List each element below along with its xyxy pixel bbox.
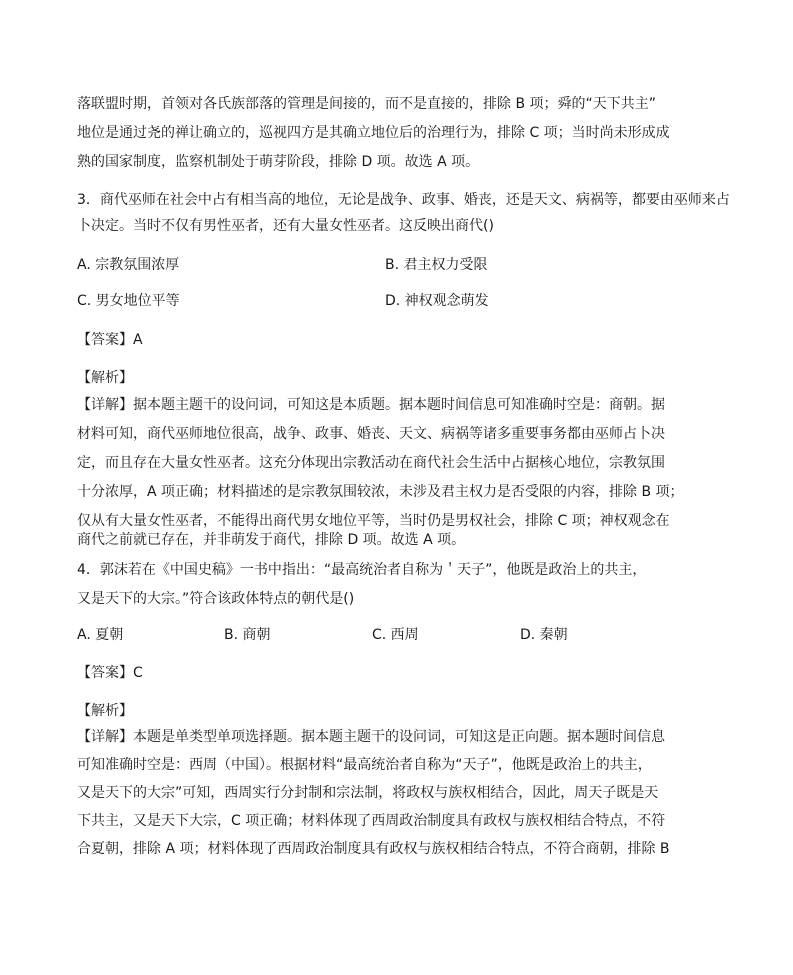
q4-explanation-line-3: 又是天下的大宗”可知，西周实行分封制和宗法制，将政权与族权相结合，因此，周天子既是天 [77, 785, 659, 801]
q3-stem-line-2: 卜决定。当时不仅有男性巫者，还有大量女性巫者。这反映出商代() [77, 218, 494, 234]
q4-explanation-line-5: 合夏朝，排除 A 项；材料体现了西周政治制度具有政权与族权相结合特点，不符合商朝，排除 B [77, 841, 670, 857]
q3-option-c: C. 男女地位平等 [77, 293, 180, 309]
q4-answer: 【答案】C [77, 665, 143, 681]
q4-stem-line-1: 4．郭沫若在《中国史稿》一书中指出：“最高统治者自称为＇天子”，他既是政治上的共主， [77, 562, 647, 578]
q4-option-c: C. 西周 [372, 627, 419, 643]
q3-explanation-line-5: 仅从有大量女性巫者，不能得出商代男女地位平等，当时仍是男权社会，排除 C 项；神权观念在 [77, 513, 670, 529]
continuation-line-1: 落联盟时期，首领对各氏族部落的管理是间接的，而不是直接的，排除 B 项；舜的“天下共主” [77, 96, 657, 112]
q4-explanation-line-2: 可知准确时空是：西周（中国）。根据材料“最高统治者自称为“天子”，他既是政治上的共主， [77, 757, 652, 773]
q4-stem-line-2: 又是天下的大宗。”符合该政体特点的朝代是() [77, 591, 355, 607]
q3-option-d: D. 神权观念萌发 [385, 293, 489, 309]
q3-option-a: A. 宗教氛围浓厚 [77, 257, 180, 273]
q4-option-a: A. 夏朝 [77, 627, 124, 643]
continuation-line-3: 熟的国家制度，监察机制处于萌芽阶段，排除 D 项。故选 A 项。 [77, 154, 480, 170]
q3-analysis-label: 【解析】 [77, 370, 133, 386]
q4-explanation-line-4: 下共主，又是天下大宗，C 项正确；材料体现了西周政治制度具有政权与族权相结合特点，不符 [77, 813, 666, 829]
q3-explanation-line-2: 材料可知，商代巫师地位很高，战争、政事、婚丧、天文、病祸等诸多重要事务都由巫师占卜决 [77, 426, 665, 442]
q3-explanation-line-4: 十分浓厚，A 项正确；材料描述的是宗教氛围较浓，未涉及君主权力是否受限的内容，排除 B 项； [77, 484, 684, 500]
q3-stem-line-1: 3．商代巫师在社会中占有相当高的地位，无论是战争、政事、婚丧，还是天文、病祸等，都要由巫师来占 [77, 192, 730, 208]
continuation-line-2: 地位是通过尧的禅让确立的，巡视四方是其确立地位后的治理行为，排除 C 项；当时尚未形成成 [77, 125, 670, 141]
q4-analysis-label: 【解析】 [77, 703, 133, 719]
q4-explanation-line-1: 【详解】本题是单类型单项选择题。据本题主题干的设问词，可知这是正向题。据本题时间信息 [77, 729, 665, 745]
q3-option-b: B. 君主权力受限 [385, 257, 488, 273]
q3-answer: 【答案】A [77, 332, 143, 348]
q3-explanation-line-1: 【详解】据本题主题干的设问词，可知这是本质题。据本题时间信息可知准确时空是：商朝。据 [77, 397, 665, 413]
q3-explanation-line-3: 定，而且存在大量女性巫者。这充分体现出宗教活动在商代社会生活中占据核心地位，宗教氛围 [77, 455, 665, 471]
q4-option-d: D. 秦朝 [520, 627, 568, 643]
q4-option-b: B. 商朝 [224, 627, 271, 643]
q3-explanation-line-6: 商代之前就已存在，并非萌发于商代，排除 D 项。故选 A 项。 [77, 532, 466, 548]
